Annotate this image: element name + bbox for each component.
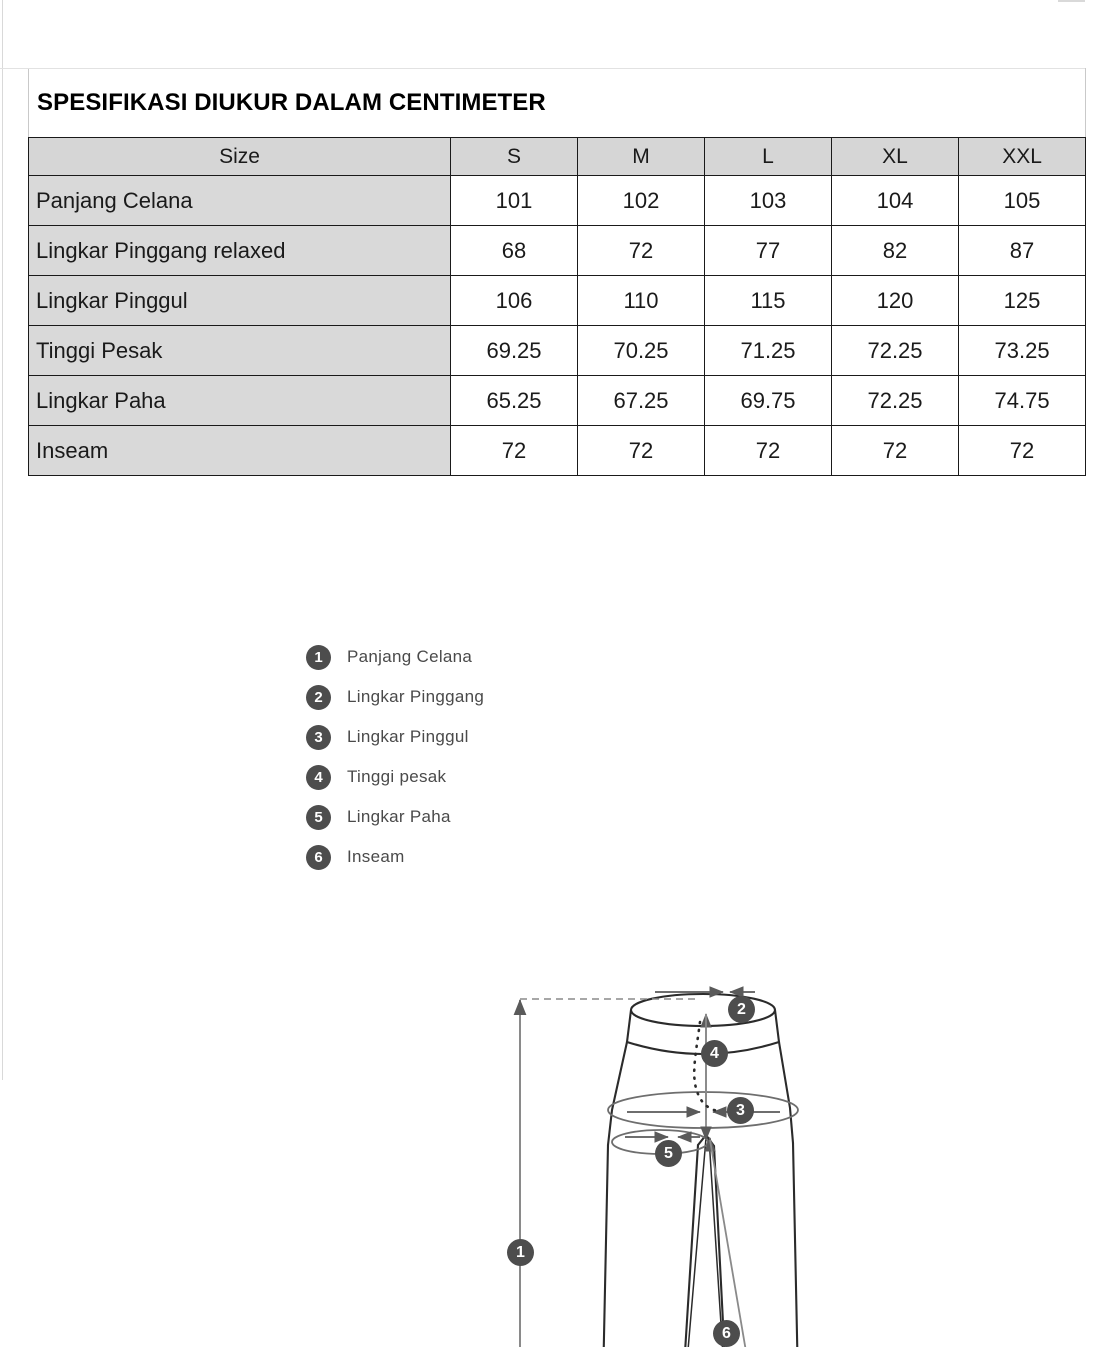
cell-lingkar-paha-xxl: 74.75 xyxy=(959,376,1086,426)
legend-item-panjang-celana xyxy=(306,637,536,677)
legend-label-lingkar-pinggul: Lingkar Pinggul xyxy=(347,727,469,746)
cell-inseam-s: 72 xyxy=(451,426,578,476)
size-specification-table xyxy=(28,68,1086,476)
legend-label-lingkar-pinggang: Lingkar Pinggang xyxy=(347,687,485,706)
cell-tinggi-pesak-l: 71.25 xyxy=(705,326,832,376)
cell-lingkar-pinggul-xxl: 125 xyxy=(959,276,1086,326)
legend-item-tinggi-pesak xyxy=(306,757,536,797)
header-size-s: S xyxy=(451,138,578,176)
diagram-marker-1: 1 xyxy=(507,1239,534,1266)
cell-panjang-celana-s: 101 xyxy=(451,176,578,226)
page-edge-line-fragment xyxy=(1058,0,1085,2)
cell-lingkar-pinggang-m: 72 xyxy=(578,226,705,276)
legend-badge-6-icon: 6 xyxy=(306,845,331,870)
row-label-lingkar-paha: Lingkar Paha xyxy=(29,376,451,426)
cell-lingkar-pinggang-l: 77 xyxy=(705,226,832,276)
cell-panjang-celana-l: 103 xyxy=(705,176,832,226)
table-title-row xyxy=(29,69,1086,138)
diagram-marker-4: 4 xyxy=(701,1040,728,1067)
cell-lingkar-pinggang-s: 68 xyxy=(451,226,578,276)
row-label-inseam: Inseam xyxy=(29,426,451,476)
cell-lingkar-pinggul-xl: 120 xyxy=(832,276,959,326)
table-row xyxy=(29,176,1086,226)
table-row xyxy=(29,376,1086,426)
pants-measurement-illustration xyxy=(0,480,1118,1080)
legend-badge-3-icon: 3 xyxy=(306,725,331,750)
legend-badge-2-icon: 2 xyxy=(306,685,331,710)
pants-outline xyxy=(601,994,800,1347)
legend-badge-1-icon: 1 xyxy=(306,645,331,670)
legend-badge-4-icon: 4 xyxy=(306,765,331,790)
legend-item-inseam xyxy=(306,837,536,877)
cell-inseam-l: 72 xyxy=(705,426,832,476)
table-row xyxy=(29,426,1086,476)
page-title: SPESIFIKASI DIUKUR DALAM CENTIMETER xyxy=(29,69,1086,138)
cell-tinggi-pesak-xl: 72.25 xyxy=(832,326,959,376)
cell-panjang-celana-m: 102 xyxy=(578,176,705,226)
measurement-diagram xyxy=(0,480,1118,1342)
cell-lingkar-pinggang-xxl: 87 xyxy=(959,226,1086,276)
row-label-panjang-celana: Panjang Celana xyxy=(29,176,451,226)
table-row xyxy=(29,226,1086,276)
legend-badge-5-icon: 5 xyxy=(306,805,331,830)
diagram-marker-2: 2 xyxy=(728,996,755,1023)
cell-lingkar-pinggang-xl: 82 xyxy=(832,226,959,276)
header-size-xl: XL xyxy=(832,138,959,176)
row-label-lingkar-pinggul: Lingkar Pinggul xyxy=(29,276,451,326)
cell-tinggi-pesak-s: 69.25 xyxy=(451,326,578,376)
cell-lingkar-paha-l: 69.75 xyxy=(705,376,832,426)
cell-lingkar-pinggul-s: 106 xyxy=(451,276,578,326)
cell-lingkar-pinggul-l: 115 xyxy=(705,276,832,326)
header-size-l: L xyxy=(705,138,832,176)
table-row xyxy=(29,326,1086,376)
cell-lingkar-pinggul-m: 110 xyxy=(578,276,705,326)
legend-label-lingkar-paha: Lingkar Paha xyxy=(347,807,451,826)
cell-tinggi-pesak-xxl: 73.25 xyxy=(959,326,1086,376)
diagram-marker-3: 3 xyxy=(727,1097,754,1124)
legend-item-lingkar-pinggang xyxy=(306,677,536,717)
header-size-label: Size xyxy=(29,138,451,176)
cell-inseam-xxl: 72 xyxy=(959,426,1086,476)
row-label-lingkar-pinggang-relaxed: Lingkar Pinggang relaxed xyxy=(29,226,451,276)
header-size-xxl: XXL xyxy=(959,138,1086,176)
cell-panjang-celana-xxl: 105 xyxy=(959,176,1086,226)
legend-label-panjang-celana: Panjang Celana xyxy=(347,647,473,666)
cell-inseam-m: 72 xyxy=(578,426,705,476)
legend-label-inseam: Inseam xyxy=(347,847,405,866)
diagram-marker-5: 5 xyxy=(655,1140,682,1167)
header-size-m: M xyxy=(578,138,705,176)
diagram-marker-6: 6 xyxy=(713,1320,740,1347)
cell-tinggi-pesak-m: 70.25 xyxy=(578,326,705,376)
cell-lingkar-paha-m: 67.25 xyxy=(578,376,705,426)
row-label-tinggi-pesak: Tinggi Pesak xyxy=(29,326,451,376)
cell-lingkar-paha-s: 65.25 xyxy=(451,376,578,426)
cell-inseam-xl: 72 xyxy=(832,426,959,476)
specification-table-container xyxy=(28,68,1086,476)
table-row xyxy=(29,276,1086,326)
legend-item-lingkar-paha xyxy=(306,797,536,837)
hip-circumference-ellipse xyxy=(608,1092,798,1128)
measurement-legend xyxy=(306,637,536,877)
legend-label-tinggi-pesak: Tinggi pesak xyxy=(347,767,447,786)
cell-lingkar-paha-xl: 72.25 xyxy=(832,376,959,426)
legend-item-lingkar-pinggul xyxy=(306,717,536,757)
cell-panjang-celana-xl: 104 xyxy=(832,176,959,226)
table-header-row xyxy=(29,138,1086,176)
